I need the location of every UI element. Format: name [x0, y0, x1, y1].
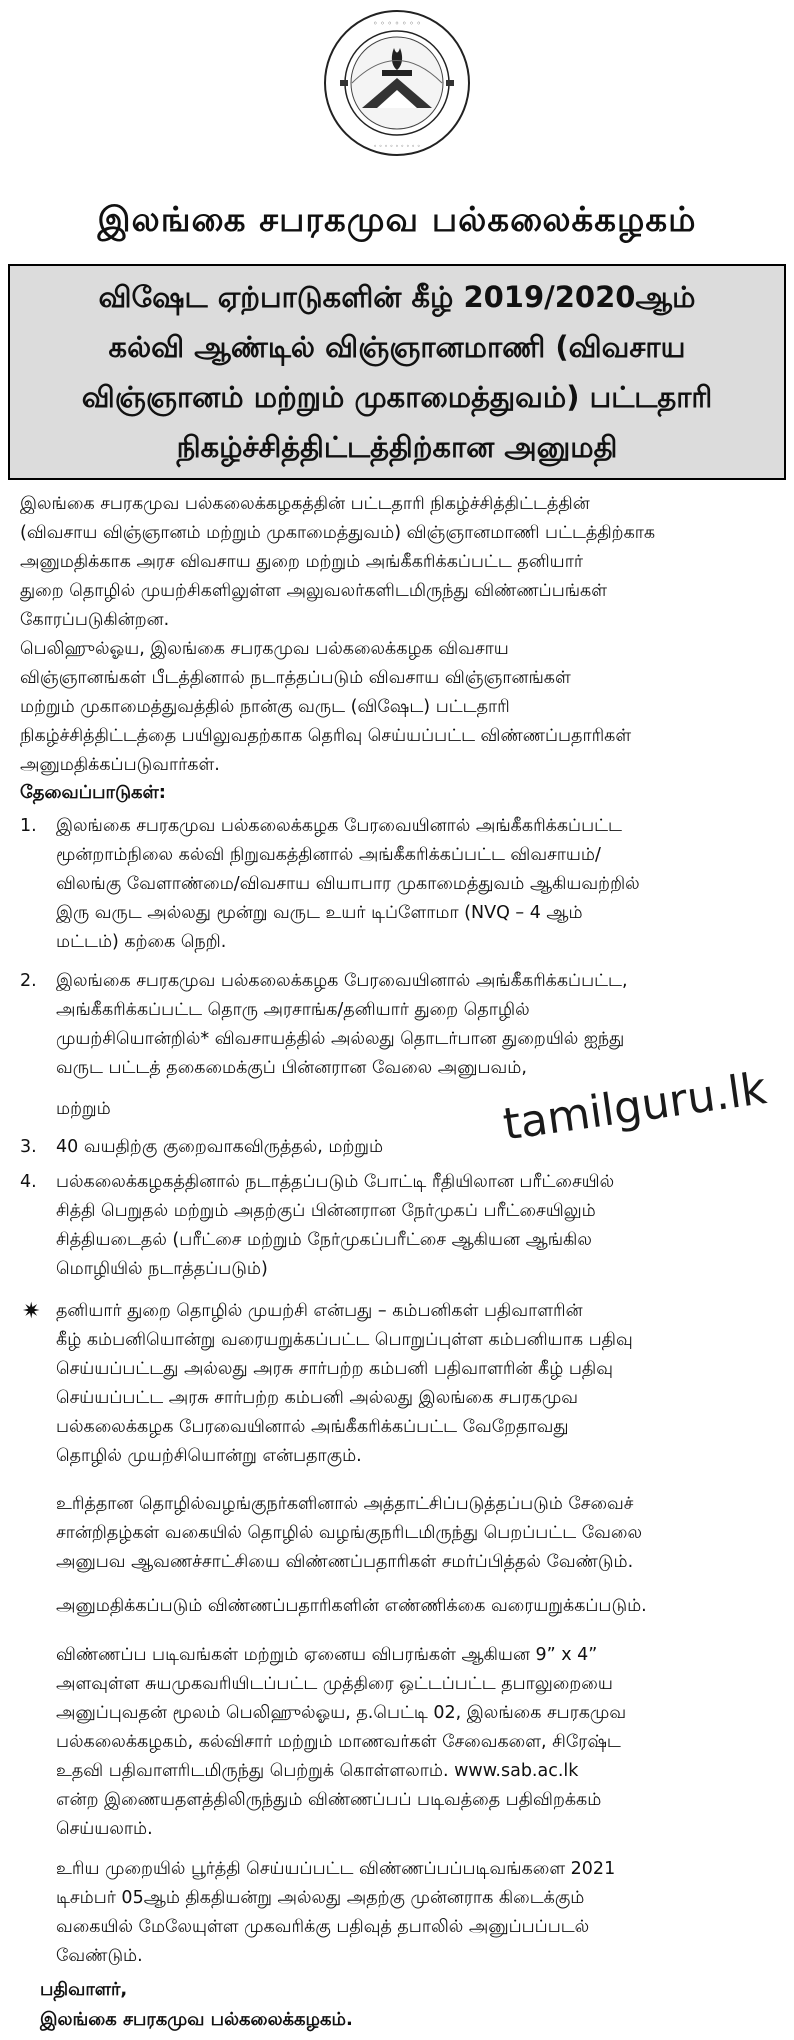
- signature-org: இலங்கை சபரகமுவ பல்கலைக்கழகம்.: [40, 2009, 353, 2030]
- application-forms-paragraph: [56, 1641, 792, 1844]
- paragraph-line: உதவி பதிவாளரிடமிருந்து பெற்றுக் கொள்ளலாம். www.sab.ac.lk: [56, 1761, 579, 1781]
- requirement-number: 4.: [20, 1172, 37, 1192]
- intro-paragraph: [20, 490, 792, 780]
- requirement-line: மொழியில் நடாத்தப்படும்): [56, 1259, 268, 1279]
- intro-line: அனுமதிக்காக அரச விவசாய துறை மற்றும் அங்கீகரிக்கப்பட்ட தனியார்: [20, 552, 583, 572]
- asterisk-icon: ✷: [22, 1299, 41, 1324]
- requirement-line: இலங்கை சபரகமுவ பல்கலைக்கழக பேரவையினால் அங்கீகரிக்கப்பட்ட: [56, 816, 622, 836]
- paragraph-line: அளவுள்ள சுயமுகவரியிடப்பட்ட முத்திரை ஒட்டப்பட்ட தபாலுறையை: [56, 1674, 613, 1694]
- heading-line: விஷேட ஏற்பாடுகளின் கீழ் 2019/2020ஆம்: [98, 280, 696, 314]
- requirement-line: மட்டம்) கற்கை நெறி.: [56, 932, 227, 952]
- paragraph-line: உரித்தான தொழில்வழங்குநர்களினால் அத்தாட்சிப்படுத்தப்படும் சேவைச்: [56, 1494, 634, 1514]
- service-certificate-paragraph: [56, 1490, 792, 1577]
- requirement-line: சித்தியடைதல் (பரீட்சை மற்றும் நேர்முகப்பரீட்சை ஆகியன ஆங்கில: [56, 1230, 592, 1250]
- intro-line: விஞ்ஞானங்கள் பீடத்தினால் நடாத்தப்படும் விவசாய விஞ்ஞானங்கள்: [20, 668, 571, 688]
- requirement-line: பல்கலைக்கழகத்தினால் நடாத்தப்படும் போட்டி ரீதியிலான பரீட்சையில்: [56, 1172, 615, 1192]
- requirement-item: [56, 967, 792, 1083]
- intro-line: பெலிஹுல்ஓய, இலங்கை சபரகமுவ பல்கலைக்கழக விவசாய: [20, 639, 509, 659]
- paragraph-line: விண்ணப்ப படிவங்கள் மற்றும் ஏனைய விபரங்கள் ஆகியன 9” x 4”: [56, 1645, 598, 1665]
- requirement-line: வருட பட்டத் தகைமைக்குப் பின்னரான வேலை அனுபவம்,: [56, 1058, 527, 1078]
- svg-text:◦ ◦ ◦ ◦ ◦ ◦ ◦ ◦ ◦: ◦ ◦ ◦ ◦ ◦ ◦ ◦ ◦ ◦: [373, 143, 421, 150]
- signature-title: பதிவாளர்,: [40, 1979, 128, 2000]
- heading-box: [8, 264, 786, 480]
- svg-text:◦ ◦ ◦ ◦ ◦ ◦ ◦: ◦ ◦ ◦ ◦ ◦ ◦ ◦: [372, 19, 422, 28]
- heading-line: விஞ்ஞானம் மற்றும் முகாமைத்துவம்) பட்டதாரி: [81, 380, 713, 414]
- requirement-conjunction: மற்றும்: [56, 1099, 111, 1119]
- paragraph-line: பல்கலைக்கழகம், கல்விசார் மற்றும் மாணவர்கள் சேவைகளை, சிரேஷ்ட: [56, 1732, 621, 1752]
- requirement-item: 40 வயதிற்கு குறைவாகவிருத்தல், மற்றும்: [56, 1137, 384, 1157]
- footnote-line: தனியார் துறை தொழில் முயற்சி என்பது – கம்பனிகள் பதிவாளரின்: [56, 1301, 583, 1321]
- requirement-number: 3.: [20, 1137, 37, 1157]
- intro-line: கோரப்படுகின்றன.: [20, 610, 170, 630]
- intro-line: இலங்கை சபரகமுவ பல்கலைக்கழகத்தின் பட்டதாரி நிகழ்ச்சித்திட்டத்தின்: [20, 494, 590, 514]
- requirement-line: அங்கீகரிக்கப்பட்ட தொரு அரசாங்க/தனியார் துறை தொழில்: [56, 1000, 530, 1020]
- intro-line: நிகழ்ச்சித்திட்டத்தை பயிலுவதற்காக தெரிவு செய்யப்பட்ட விண்ணப்பதாரிகள்: [20, 726, 632, 746]
- requirement-line: இலங்கை சபரகமுவ பல்கலைக்கழக பேரவையினால் அங்கீகரிக்கப்பட்ட,: [56, 971, 628, 991]
- heading-line: கல்வி ஆண்டில் விஞ்ஞானமாணி (விவசாய: [108, 330, 686, 364]
- requirement-line: சித்தி பெறுதல் மற்றும் அதற்குப் பின்னரான நேர்முகப் பரீட்சையிலும்: [56, 1201, 596, 1221]
- requirement-item: [56, 812, 792, 957]
- intro-line: மற்றும் முகாமைத்துவத்தில் நான்கு வருட (விஷேட) பட்டதாரி: [20, 697, 510, 717]
- intro-line: துறை தொழில் முயற்சிகளிலுள்ள அலுவலர்களிடமிருந்து விண்ணப்பங்கள்: [20, 581, 608, 601]
- university-title: இலங்கை சபரகமுவ பல்கலைக்கழகம்: [97, 200, 697, 240]
- limited-admission-paragraph: [56, 1592, 792, 1621]
- paragraph-line: செய்யலாம்.: [56, 1819, 153, 1839]
- paragraph-line: டிசம்பர் 05ஆம் திகதியன்று அல்லது அதற்கு முன்னராக கிடைக்கும்: [56, 1888, 585, 1908]
- heading-line: நிகழ்ச்சித்திட்டத்திற்கான அனுமதி: [176, 430, 618, 464]
- paragraph-line: அனுப்புவதன் மூலம் பெலிஹுல்ஓய, த.பெட்டி 02, இலங்கை சபரகமுவ: [56, 1703, 627, 1723]
- footnote-line: கீழ் கம்பனியொன்று வரையறுக்கப்பட்ட பொறுப்புள்ள கம்பனியாக பதிவு: [56, 1330, 633, 1350]
- intro-line: அனுமதிக்கப்படுவார்கள்.: [20, 755, 220, 775]
- paragraph-line: சான்றிதழ்கள் வகையில் தொழில் வழங்குநரிடமிருந்து பெறப்பட்ட வேலை: [56, 1523, 642, 1543]
- requirements-heading: தேவைப்பாடுகள்:: [20, 782, 166, 803]
- paragraph-line: வகையில் மேலேயுள்ள முகவரிக்கு பதிவுத் தபாலில் அனுப்பப்படல்: [56, 1917, 590, 1937]
- university-crest-logo: [322, 8, 472, 158]
- paragraph-line: அனுபவ ஆவணச்சாட்சியை விண்ணப்பதாரிகள் சமர்ப்பித்தல் வேண்டும்.: [56, 1552, 634, 1572]
- paragraph-line: அனுமதிக்கப்படும் விண்ணப்பதாரிகளின் எண்ணிக்கை வரையறுக்கப்படும்.: [56, 1596, 647, 1616]
- requirement-item: [56, 1168, 792, 1284]
- footnote-line: தொழில் முயற்சியொன்று என்பதாகும்.: [56, 1446, 362, 1466]
- crest-icon: [322, 8, 472, 158]
- footnote-paragraph: [56, 1297, 792, 1471]
- footnote-line: செய்யப்பட்டது அல்லது அரசு சார்பற்ற கம்பனி பதிவாளரின் கீழ் பதிவு: [56, 1359, 613, 1379]
- footnote-line: செய்யப்பட்ட அரசு சார்பற்ற கம்பனி அல்லது இலங்கை சபரகமுவ: [56, 1388, 578, 1408]
- requirement-number: 2.: [20, 971, 37, 991]
- requirement-line: முயற்சியொன்றில்* விவசாயத்தில் அல்லது தொடர்பான துறையில் ஐந்து: [56, 1029, 625, 1049]
- requirement-line: இரு வருட அல்லது மூன்று வருட உயர் டிப்ளோமா (NVQ – 4 ஆம்: [56, 903, 583, 923]
- intro-line: (விவசாய விஞ்ஞானம் மற்றும் முகாமைத்துவம்) விஞ்ஞானமாணி பட்டத்திற்காக: [20, 523, 656, 543]
- paragraph-line: வேண்டும்.: [56, 1946, 143, 1966]
- deadline-paragraph: [56, 1855, 792, 1971]
- requirement-line: மூன்றாம்நிலை கல்வி நிறுவகத்தினால் அங்கீகரிக்கப்பட்ட விவசாயம்/: [56, 845, 601, 865]
- paragraph-line: என்ற இணையதளத்திலிருந்தும் விண்ணப்பப் படிவத்தை பதிவிறக்கம்: [56, 1790, 602, 1810]
- requirement-number: 1.: [20, 816, 37, 836]
- requirement-line: விலங்கு வேளாண்மை/விவசாய வியாபார முகாமைத்துவம் ஆகியவற்றில்: [56, 874, 640, 894]
- footnote-line: பல்கலைக்கழக பேரவையினால் அங்கீகரிக்கப்பட்ட வேறேதாவது: [56, 1417, 569, 1437]
- paragraph-line: உரிய முறையில் பூர்த்தி செய்யப்பட்ட விண்ணப்பப்படிவங்களை 2021: [56, 1859, 616, 1879]
- watermark: tamilguru.lk: [500, 1063, 770, 1151]
